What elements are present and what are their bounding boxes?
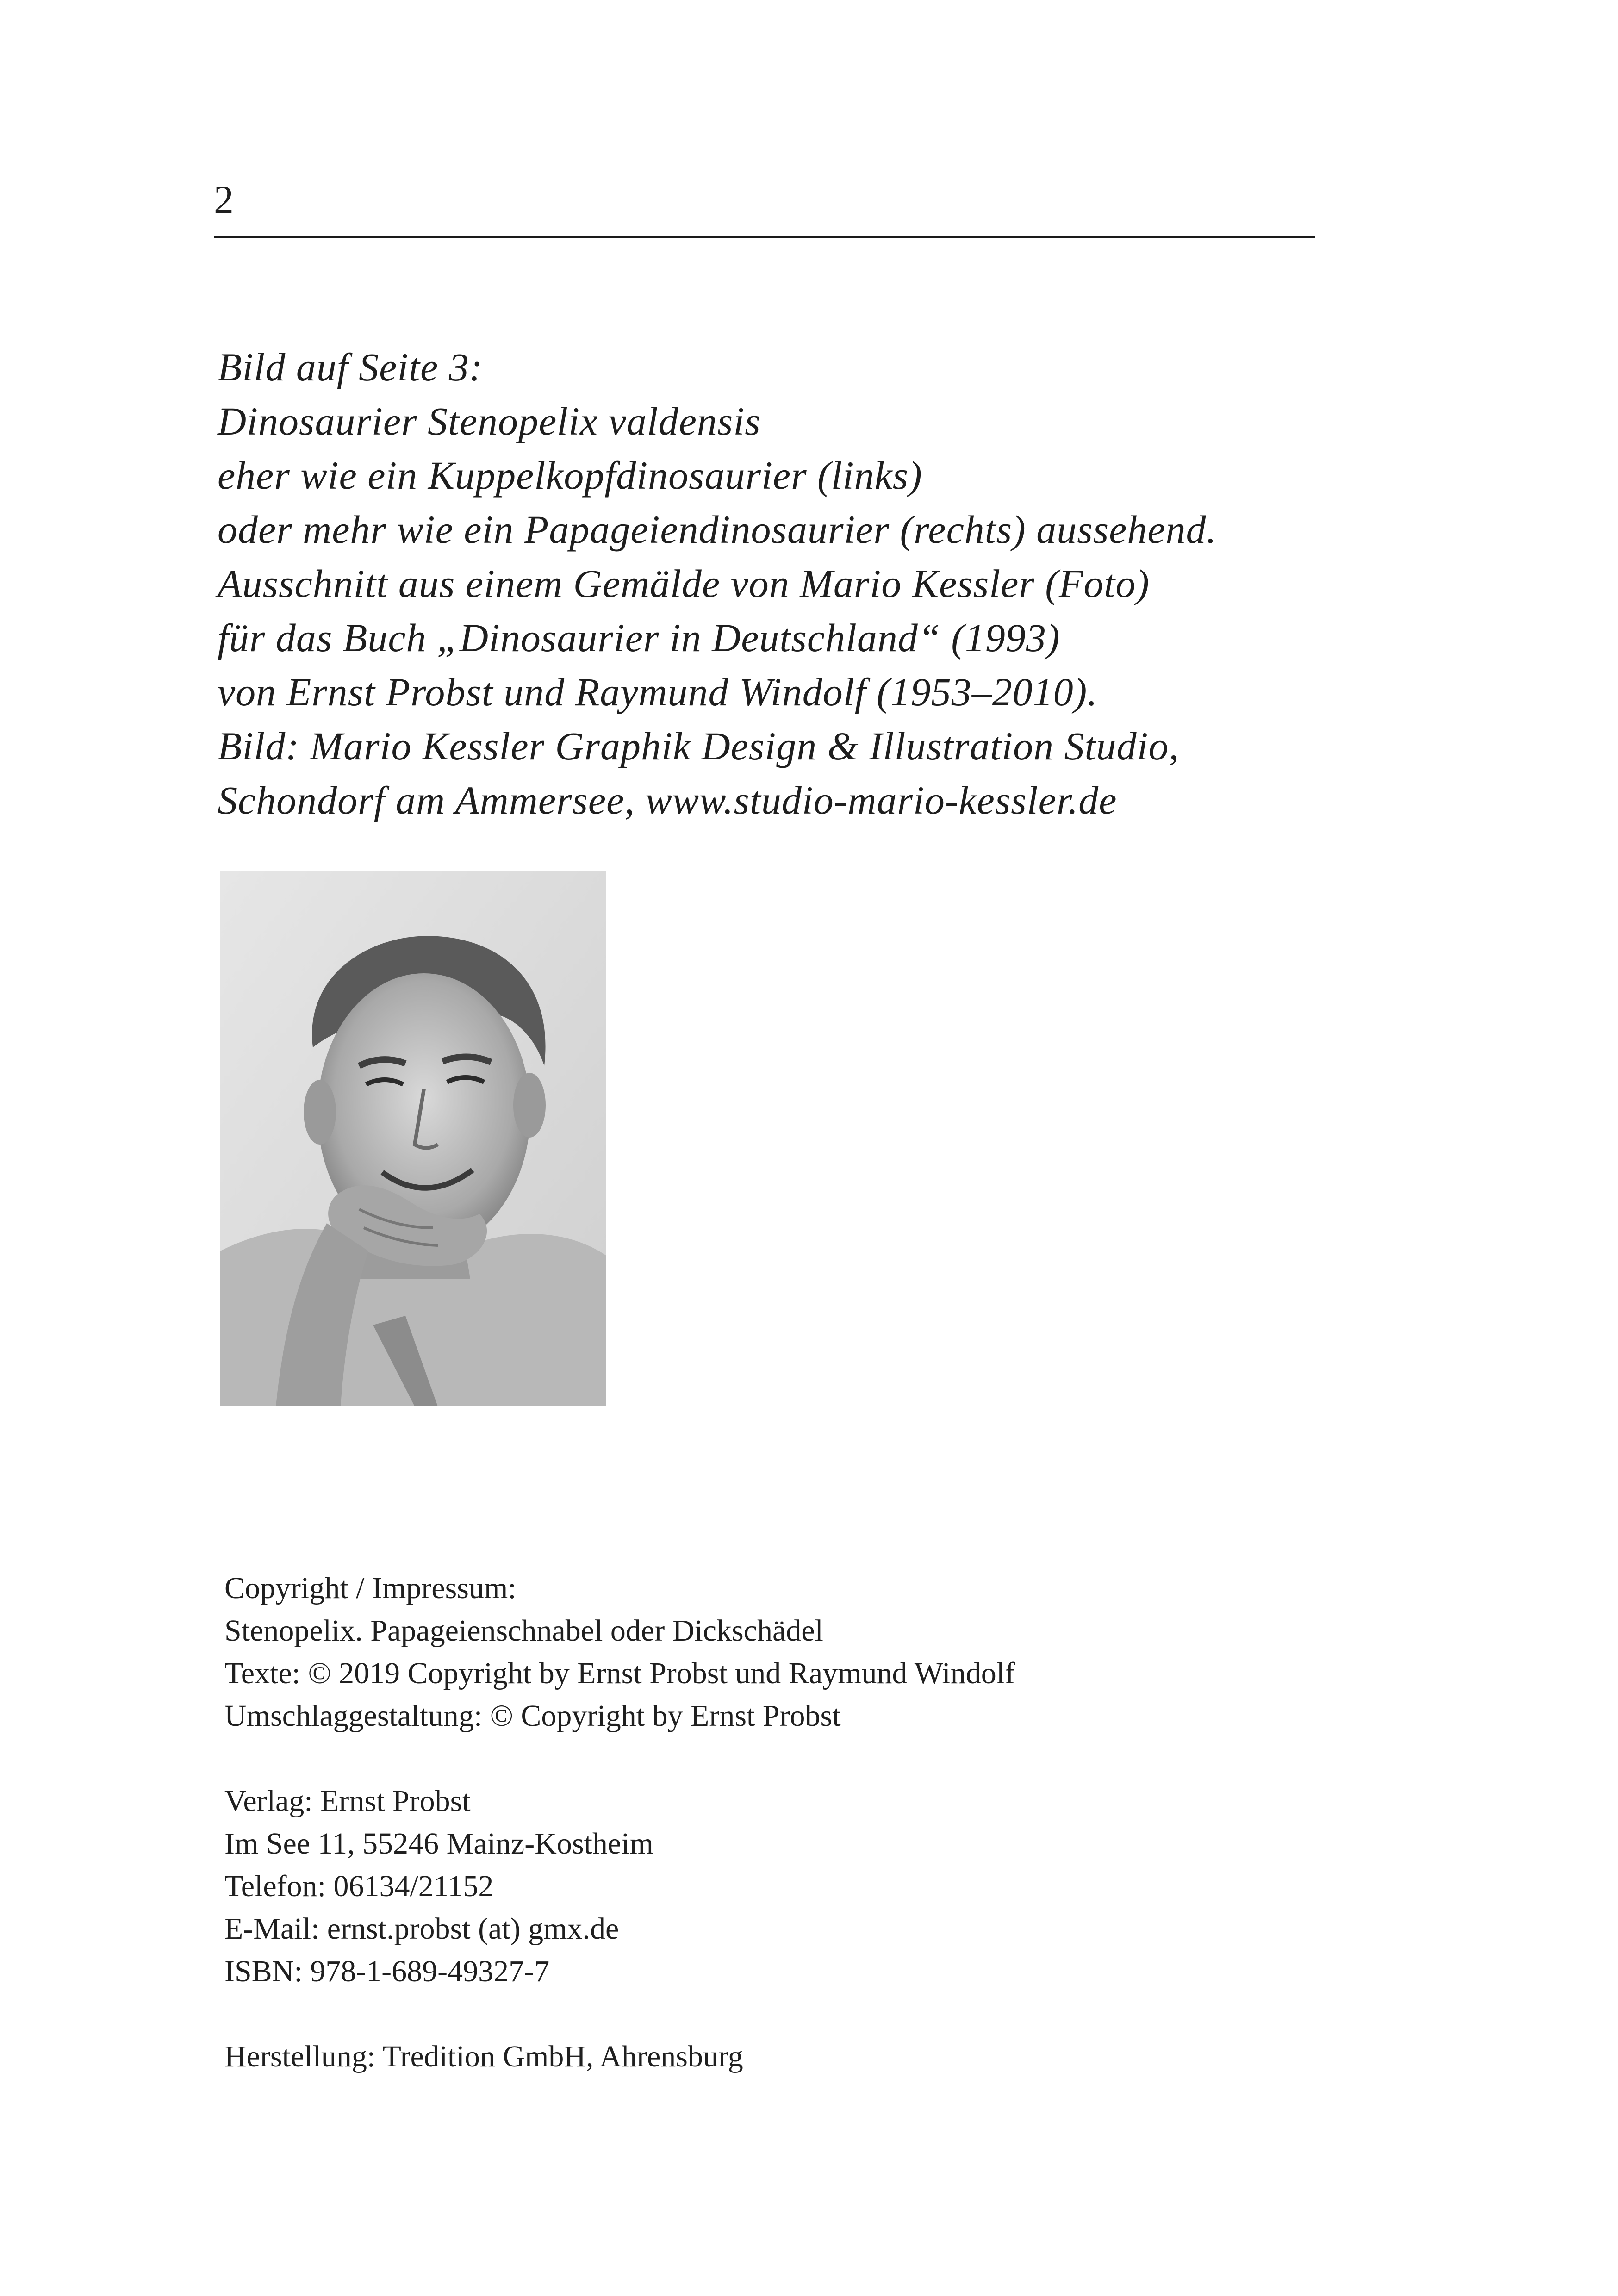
caption-line: Bild: Mario Kessler Graphik Design & Illustration Studio, (218, 724, 1179, 768)
publisher-line: ISBN: 978-1-689-49327-7 (224, 1954, 550, 1988)
caption-line: Dinosaurier Stenopelix valdensis (218, 399, 761, 443)
publisher-line: Telefon: 06134/21152 (224, 1869, 494, 1903)
author-photo-icon (220, 871, 606, 1406)
imprint-line: Texte: © 2019 Copyright by Ernst Probst und Raymund Windolf (224, 1656, 1015, 1690)
caption-line: Schondorf am Ammersee, www.studio-mario-kessler.de (218, 778, 1117, 822)
page-number: 2 (214, 177, 234, 222)
spacer (224, 1993, 1428, 2035)
header-rule (214, 236, 1315, 238)
production-line: Herstellung: Tredition GmbH, Ahrensburg (224, 2040, 743, 2073)
caption-line: oder mehr wie ein Papageiendinosaurier (rechts) aussehend. (218, 507, 1217, 552)
spacer (224, 1737, 1428, 1780)
imprint-heading: Copyright / Impressum: (224, 1571, 517, 1605)
caption-line: Bild auf Seite 3: (218, 345, 483, 389)
publisher-line: Im See 11, 55246 Mainz-Kostheim (224, 1827, 653, 1860)
author-photo (220, 871, 606, 1406)
caption-line: eher wie ein Kuppelkopfdinosaurier (links) (218, 453, 922, 498)
publisher-line: E-Mail: ernst.probst (at) gmx.de (224, 1912, 619, 1946)
caption-line: von Ernst Probst und Raymund Windolf (1953–2010). (218, 670, 1098, 714)
publisher-line: Verlag: Ernst Probst (224, 1784, 471, 1818)
caption-line: für das Buch „Dinosaurier in Deutschland“ (1993) (218, 616, 1060, 660)
imprint (224, 1567, 1428, 2078)
image-caption (218, 340, 1421, 828)
imprint-line: Umschlaggestaltung: © Copyright by Ernst Probst (224, 1699, 841, 1733)
caption-line: Ausschnitt aus einem Gemälde von Mario Kessler (Foto) (218, 561, 1150, 606)
imprint-line: Stenopelix. Papageienschnabel oder Dickschädel (224, 1614, 823, 1648)
